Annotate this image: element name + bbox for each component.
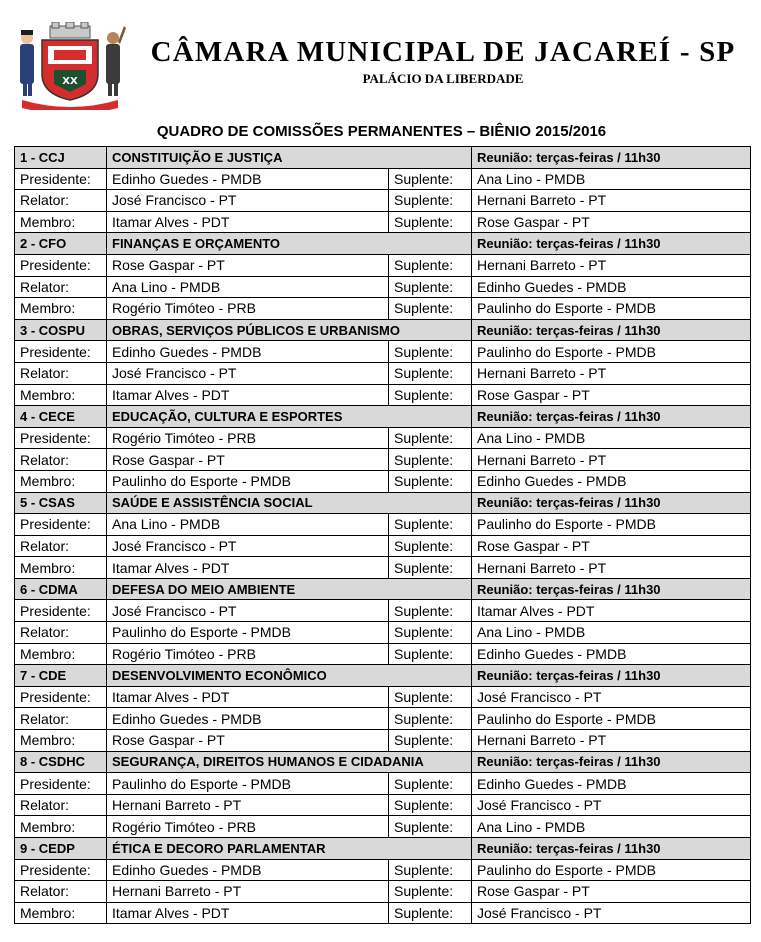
committee-name: DESENVOLVIMENTO ECONÔMICO xyxy=(107,665,472,687)
committee-name: EDUCAÇÃO, CULTURA E ESPORTES xyxy=(107,406,472,428)
member-name: Itamar Alves - PDT xyxy=(107,384,389,406)
substitute-label: Suplente: xyxy=(389,384,472,406)
committee-code: 1 - CCJ xyxy=(15,147,107,169)
member-name: Itamar Alves - PDT xyxy=(107,686,389,708)
table-row xyxy=(15,470,751,492)
table-row xyxy=(15,362,751,384)
member-name: Hernani Barreto - PT xyxy=(107,794,389,816)
table-row xyxy=(15,902,751,924)
committee-meeting: Reunião: terças-feiras / 11h30 xyxy=(472,492,751,514)
member-name: Itamar Alves - PDT xyxy=(107,557,389,579)
member-name: José Francisco - PT xyxy=(107,190,389,212)
table-row xyxy=(15,794,751,816)
member-name: Ana Lino - PMDB xyxy=(107,276,389,298)
substitute-name: Edinho Guedes - PMDB xyxy=(472,276,751,298)
member-name: Rogério Timóteo - PRB xyxy=(107,427,389,449)
member-role: Membro: xyxy=(15,298,107,320)
substitute-label: Suplente: xyxy=(389,730,472,752)
table-row xyxy=(15,730,751,752)
substitute-label: Suplente: xyxy=(389,773,472,795)
member-role: Presidente: xyxy=(15,773,107,795)
table-row xyxy=(15,276,751,298)
committee-code: 2 - CFO xyxy=(15,233,107,255)
substitute-name: José Francisco - PT xyxy=(472,902,751,924)
svg-text:XX: XX xyxy=(62,76,78,87)
substitute-label: Suplente: xyxy=(389,535,472,557)
committee-code: 3 - COSPU xyxy=(15,319,107,341)
member-role: Membro: xyxy=(15,643,107,665)
committee-header-row xyxy=(15,233,751,255)
substitute-name: Rose Gaspar - PT xyxy=(472,211,751,233)
table-row xyxy=(15,190,751,212)
substitute-label: Suplente: xyxy=(389,881,472,903)
member-role: Membro: xyxy=(15,470,107,492)
substitute-name: Paulinho do Esporte - PMDB xyxy=(472,708,751,730)
member-name: Edinho Guedes - PMDB xyxy=(107,341,389,363)
substitute-name: Ana Lino - PMDB xyxy=(472,168,751,190)
member-role: Presidente: xyxy=(15,254,107,276)
substitute-label: Suplente: xyxy=(389,686,472,708)
member-name: José Francisco - PT xyxy=(107,535,389,557)
substitute-label: Suplente: xyxy=(389,557,472,579)
substitute-name: Hernani Barreto - PT xyxy=(472,730,751,752)
substitute-label: Suplente: xyxy=(389,362,472,384)
member-role: Relator: xyxy=(15,881,107,903)
page-title: CÂMARA MUNICIPAL DE JACAREÍ - SP xyxy=(150,36,736,68)
member-role: Relator: xyxy=(15,449,107,471)
committee-meeting: Reunião: terças-feiras / 11h30 xyxy=(472,319,751,341)
table-row xyxy=(15,816,751,838)
document-heading: QUADRO DE COMISSÕES PERMANENTES – BIÊNIO 2015/2016 xyxy=(156,123,607,140)
committee-meeting: Reunião: terças-feiras / 11h30 xyxy=(472,233,751,255)
member-role: Relator: xyxy=(15,276,107,298)
committee-name: ÉTICA E DECORO PARLAMENTAR xyxy=(107,838,472,860)
member-role: Presidente: xyxy=(15,341,107,363)
substitute-label: Suplente: xyxy=(389,470,472,492)
committee-name: FINANÇAS E ORÇAMENTO xyxy=(107,233,472,255)
substitute-name: Paulinho do Esporte - PMDB xyxy=(472,514,751,536)
committee-meeting: Reunião: terças-feiras / 11h30 xyxy=(472,147,751,169)
committee-header-row xyxy=(15,665,751,687)
municipal-coat-of-arms-icon xyxy=(14,22,126,110)
member-name: Edinho Guedes - PMDB xyxy=(107,859,389,881)
substitute-label: Suplente: xyxy=(389,514,472,536)
page-subtitle: PALÁCIO DA LIBERDADE xyxy=(362,71,524,86)
committee-header-row xyxy=(15,492,751,514)
committee-name: SAÚDE E ASSISTÊNCIA SOCIAL xyxy=(107,492,472,514)
table-row xyxy=(15,686,751,708)
substitute-label: Suplente: xyxy=(389,643,472,665)
substitute-label: Suplente: xyxy=(389,190,472,212)
substitute-name: Rose Gaspar - PT xyxy=(472,384,751,406)
committee-header-row xyxy=(15,838,751,860)
table-row xyxy=(15,298,751,320)
substitute-label: Suplente: xyxy=(389,254,472,276)
member-role: Relator: xyxy=(15,362,107,384)
member-role: Presidente: xyxy=(15,686,107,708)
substitute-label: Suplente: xyxy=(389,298,472,320)
member-name: Rogério Timóteo - PRB xyxy=(107,643,389,665)
member-name: Rogério Timóteo - PRB xyxy=(107,298,389,320)
substitute-label: Suplente: xyxy=(389,708,472,730)
member-name: Hernani Barreto - PT xyxy=(107,881,389,903)
committee-code: 4 - CECE xyxy=(15,406,107,428)
substitute-name: Hernani Barreto - PT xyxy=(472,557,751,579)
substitute-name: José Francisco - PT xyxy=(472,686,751,708)
member-name: Ana Lino - PMDB xyxy=(107,514,389,536)
table-row xyxy=(15,535,751,557)
table-row xyxy=(15,859,751,881)
member-role: Membro: xyxy=(15,211,107,233)
member-role: Presidente: xyxy=(15,859,107,881)
member-role: Presidente: xyxy=(15,600,107,622)
member-name: Paulinho do Esporte - PMDB xyxy=(107,773,389,795)
committee-name: OBRAS, SERVIÇOS PÚBLICOS E URBANISMO xyxy=(107,319,472,341)
substitute-name: Paulinho do Esporte - PMDB xyxy=(472,859,751,881)
member-role: Membro: xyxy=(15,557,107,579)
member-role: Presidente: xyxy=(15,168,107,190)
substitute-name: Itamar Alves - PDT xyxy=(472,600,751,622)
committee-code: 9 - CEDP xyxy=(15,838,107,860)
substitute-name: Rose Gaspar - PT xyxy=(472,881,751,903)
committee-meeting: Reunião: terças-feiras / 11h30 xyxy=(472,751,751,773)
committee-meeting: Reunião: terças-feiras / 11h30 xyxy=(472,406,751,428)
member-name: Rose Gaspar - PT xyxy=(107,730,389,752)
table-row xyxy=(15,622,751,644)
substitute-name: Edinho Guedes - PMDB xyxy=(472,643,751,665)
table-row xyxy=(15,168,751,190)
member-role: Relator: xyxy=(15,190,107,212)
member-role: Presidente: xyxy=(15,427,107,449)
substitute-name: Ana Lino - PMDB xyxy=(472,622,751,644)
member-name: Edinho Guedes - PMDB xyxy=(107,168,389,190)
substitute-name: Ana Lino - PMDB xyxy=(472,427,751,449)
committee-code: 6 - CDMA xyxy=(15,578,107,600)
substitute-name: José Francisco - PT xyxy=(472,794,751,816)
substitute-name: Hernani Barreto - PT xyxy=(472,254,751,276)
member-role: Relator: xyxy=(15,535,107,557)
member-role: Membro: xyxy=(15,384,107,406)
table-row xyxy=(15,708,751,730)
committees-table xyxy=(14,146,751,924)
substitute-name: Edinho Guedes - PMDB xyxy=(472,773,751,795)
committee-header-row xyxy=(15,578,751,600)
table-row xyxy=(15,449,751,471)
table-row xyxy=(15,341,751,363)
table-row xyxy=(15,427,751,449)
committee-header-row xyxy=(15,147,751,169)
member-role: Presidente: xyxy=(15,514,107,536)
committee-name: CONSTITUIÇÃO E JUSTIÇA xyxy=(107,147,472,169)
member-name: Paulinho do Esporte - PMDB xyxy=(107,470,389,492)
member-name: Rose Gaspar - PT xyxy=(107,449,389,471)
substitute-label: Suplente: xyxy=(389,449,472,471)
substitute-name: Ana Lino - PMDB xyxy=(472,816,751,838)
table-row xyxy=(15,557,751,579)
member-role: Membro: xyxy=(15,816,107,838)
member-name: Rogério Timóteo - PRB xyxy=(107,816,389,838)
table-row xyxy=(15,773,751,795)
committee-name: DEFESA DO MEIO AMBIENTE xyxy=(107,578,472,600)
table-row xyxy=(15,600,751,622)
committee-code: 7 - CDE xyxy=(15,665,107,687)
substitute-name: Hernani Barreto - PT xyxy=(472,449,751,471)
member-role: Relator: xyxy=(15,708,107,730)
committee-code: 8 - CSDHC xyxy=(15,751,107,773)
member-role: Membro: xyxy=(15,730,107,752)
committee-header-row xyxy=(15,406,751,428)
member-role: Relator: xyxy=(15,794,107,816)
substitute-name: Hernani Barreto - PT xyxy=(472,190,751,212)
committee-code: 5 - CSAS xyxy=(15,492,107,514)
member-name: Paulinho do Esporte - PMDB xyxy=(107,622,389,644)
table-row xyxy=(15,211,751,233)
member-name: José Francisco - PT xyxy=(107,362,389,384)
committee-header-row xyxy=(15,751,751,773)
committee-meeting: Reunião: terças-feiras / 11h30 xyxy=(472,665,751,687)
substitute-name: Edinho Guedes - PMDB xyxy=(472,470,751,492)
substitute-label: Suplente: xyxy=(389,211,472,233)
committee-header-row xyxy=(15,319,751,341)
substitute-label: Suplente: xyxy=(389,794,472,816)
table-row xyxy=(15,514,751,536)
substitute-label: Suplente: xyxy=(389,902,472,924)
member-name: José Francisco - PT xyxy=(107,600,389,622)
substitute-label: Suplente: xyxy=(389,600,472,622)
substitute-label: Suplente: xyxy=(389,859,472,881)
substitute-name: Hernani Barreto - PT xyxy=(472,362,751,384)
member-name: Rose Gaspar - PT xyxy=(107,254,389,276)
member-name: Itamar Alves - PDT xyxy=(107,902,389,924)
table-row xyxy=(15,254,751,276)
member-role: Membro: xyxy=(15,902,107,924)
table-row xyxy=(15,384,751,406)
committee-meeting: Reunião: terças-feiras / 11h30 xyxy=(472,838,751,860)
committee-meeting: Reunião: terças-feiras / 11h30 xyxy=(472,578,751,600)
substitute-label: Suplente: xyxy=(389,622,472,644)
committee-name: SEGURANÇA, DIREITOS HUMANOS E CIDADANIA xyxy=(107,751,472,773)
member-name: Edinho Guedes - PMDB xyxy=(107,708,389,730)
substitute-label: Suplente: xyxy=(389,276,472,298)
substitute-label: Suplente: xyxy=(389,816,472,838)
substitute-label: Suplente: xyxy=(389,168,472,190)
member-role: Relator: xyxy=(15,622,107,644)
substitute-name: Rose Gaspar - PT xyxy=(472,535,751,557)
substitute-name: Paulinho do Esporte - PMDB xyxy=(472,341,751,363)
table-row xyxy=(15,881,751,903)
substitute-label: Suplente: xyxy=(389,341,472,363)
substitute-label: Suplente: xyxy=(389,427,472,449)
table-row xyxy=(15,643,751,665)
member-name: Itamar Alves - PDT xyxy=(107,211,389,233)
substitute-name: Paulinho do Esporte - PMDB xyxy=(472,298,751,320)
